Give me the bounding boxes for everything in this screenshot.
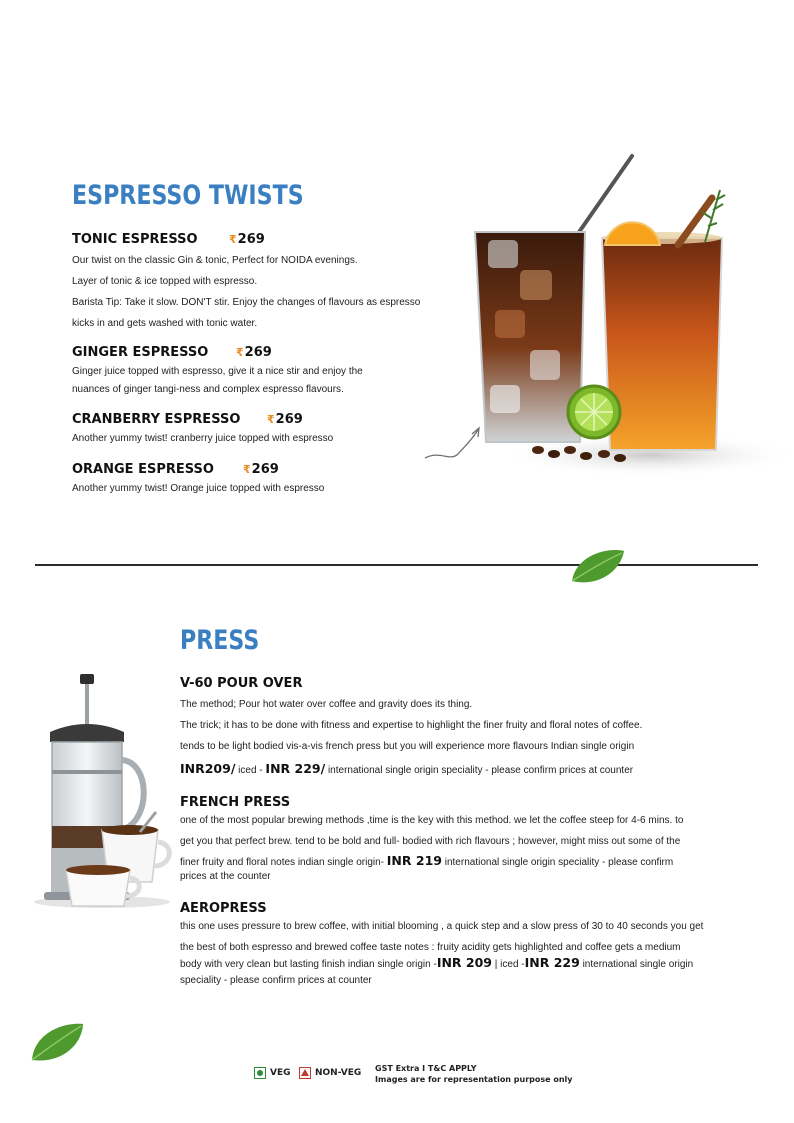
menu-item-price-ginger: ₹269 <box>236 345 272 360</box>
menu-item-desc-french-press-end: prices at the counter <box>180 871 271 882</box>
footer-note <box>375 1063 573 1085</box>
espresso-section-title: ESPRESSO TWISTS <box>72 180 304 211</box>
nonveg-label: NON-VEG <box>315 1068 362 1078</box>
menu-item-price-orange: ₹269 <box>243 462 279 477</box>
french-press-image <box>30 670 175 910</box>
veg-icon <box>254 1067 266 1079</box>
menu-item-price-cranberry: ₹269 <box>267 412 303 427</box>
rupee-icon: ₹ <box>236 346 244 359</box>
menu-item-name-v60: V-60 POUR OVER <box>180 676 303 691</box>
veg-legend <box>254 1067 291 1079</box>
footer-note-gst: GST Extra I T&C APPLY <box>375 1064 477 1073</box>
menu-item-desc-french-press: one of the most popular brewing methods ,time is the key with this method. we let the coffee steep for 4-6 mins. to get you that perfect brew. tend to be bold and full- bodied with rich flavours ; however, might miss out some of the <box>180 815 684 847</box>
footer-note-images: Images are for representation purpose only <box>375 1075 573 1084</box>
menu-item-name-orange: ORANGE ESPRESSO <box>72 462 214 477</box>
press-section-title: PRESS <box>180 625 260 656</box>
menu-item-desc-aeropress: this one uses pressure to brew coffee, with initial blooming , a quick step and a slow press of 30 to 40 seconds you get the best of both espresso and brewed coffee taste notes : fruity acidity gets highlighted and coffee gets a medium <box>180 921 704 953</box>
menu-item-desc-aeropress-end: speciality - please confirm prices at counter <box>180 975 372 986</box>
rupee-icon: ₹ <box>243 463 251 476</box>
menu-item-name-french-press: FRENCH PRESS <box>180 795 291 810</box>
menu-item-desc-ginger: Ginger juice topped with espresso, give it a nice stir and enjoy the nuances of ginger tangi-ness and complex espresso flavours. <box>72 366 363 395</box>
menu-item-name-tonic: TONIC ESPRESSO <box>72 232 198 247</box>
menu-item-name-aeropress: AEROPRESS <box>180 901 267 916</box>
menu-item-price-aeropress: body with very clean but lasting finish indian single origin -INR 209 | iced -INR 229 international single origin <box>180 955 694 970</box>
espresso-drinks-image <box>420 150 794 485</box>
menu-item-desc-tonic: Our twist on the classic Gin & tonic, Perfect for NOIDA evenings. Layer of tonic & ice topped with espresso. Barista Tip: Take it slow. DON'T stir. Enjoy the changes of flavours as espresso kicks in and gets washed with tonic water. <box>72 255 421 329</box>
section-divider <box>35 564 758 566</box>
menu-item-desc-v60: The method; Pour hot water over coffee and gravity does its thing. The trick; it has to be done with fitness and expertise to highlight the finer fruity and floral notes of coffee. tends to be light bodied vis-a-vis french press but you will experience more flavours Indian single origin <box>180 699 643 752</box>
menu-item-name-ginger: GINGER ESPRESSO <box>72 345 209 360</box>
menu-item-price-v60: INR209/ iced - INR 229/ international single origin speciality - please confirm prices at counter <box>180 761 634 776</box>
nonveg-icon <box>299 1067 311 1079</box>
menu-item-desc-orange: Another yummy twist! Orange juice topped with espresso <box>72 483 325 494</box>
menu-item-price-french-press: finer fruity and floral notes indian single origin- INR 219 international single origin speciality - please confirm <box>180 853 674 868</box>
menu-item-desc-cranberry: Another yummy twist! cranberry juice topped with espresso <box>72 433 334 444</box>
menu-item-name-cranberry: CRANBERRY ESPRESSO <box>72 412 241 427</box>
nonveg-legend <box>299 1067 361 1079</box>
rupee-icon: ₹ <box>267 413 275 426</box>
leaf-icon <box>568 545 628 587</box>
veg-label: VEG <box>270 1068 291 1078</box>
leaf-icon <box>28 1020 86 1064</box>
menu-item-price-tonic: ₹269 <box>229 232 265 247</box>
rupee-icon: ₹ <box>229 233 237 246</box>
